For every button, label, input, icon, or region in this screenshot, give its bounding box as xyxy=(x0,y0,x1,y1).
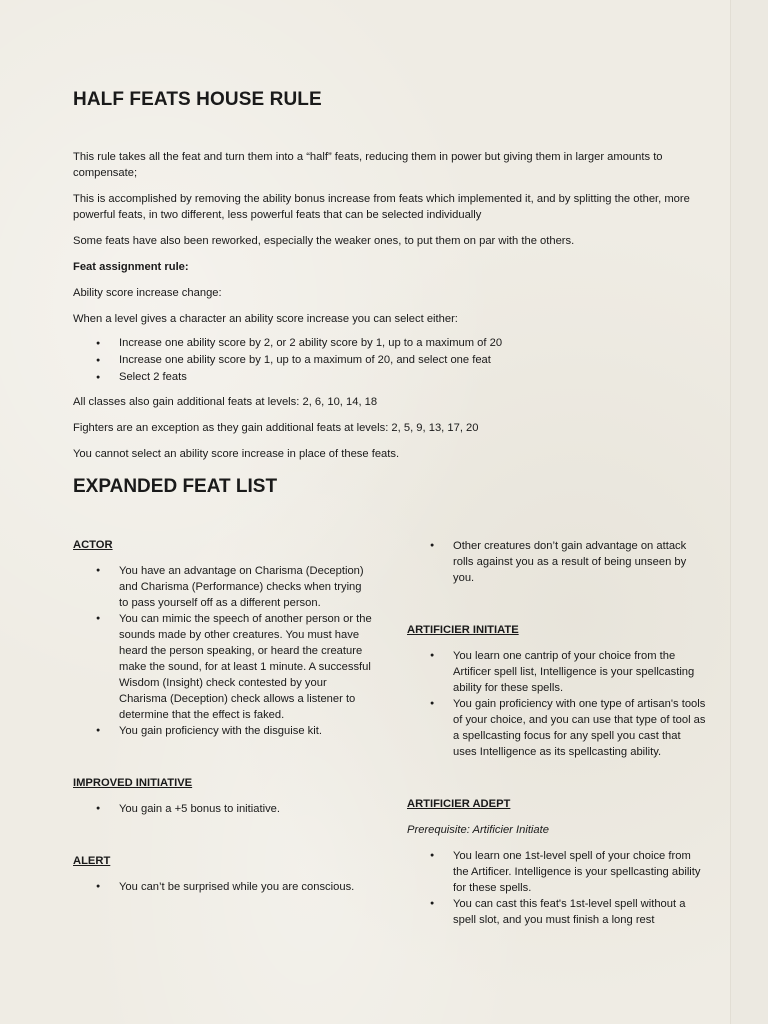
feat-bullets xyxy=(407,648,707,760)
feat-title: IMPROVED INITIATIVE xyxy=(73,777,193,789)
list-item: ● Other creatures don’t gain advantage on attack rolls against you as a result of being unseen by you. xyxy=(407,538,707,586)
intro-paragraph: This rule takes all the feat and turn them into a “half” feats, reducing them in power but giving them in larger amounts to compensate; xyxy=(73,151,663,179)
intro-paragraph: This is accomplished by removing the ability bonus increase from feats which implemented it, and by splitting the other, more powerful feats, in two different, less powerful feats that can be selected individually xyxy=(73,193,690,221)
feat-title: ARTIFICIER INITIATE xyxy=(407,624,519,636)
list-item: ● You learn one 1st-level spell of your choice from the Artificer. Intelligence is your spellcasting ability for these spells. xyxy=(407,848,707,896)
left-column xyxy=(73,537,373,895)
page-margin-strip xyxy=(731,0,768,1024)
feat-artificer-adept xyxy=(407,796,707,928)
feat-title: ACTOR xyxy=(73,539,113,551)
list-item: ● Increase one ability score by 2, or 2 ability score by 1, up to a maximum of 20 xyxy=(73,335,703,352)
list-item: ● Select 2 feats xyxy=(73,369,703,386)
options-list xyxy=(73,335,703,386)
feat-artificer-initiate xyxy=(407,622,707,760)
feat-assignment-heading: Feat assignment rule: xyxy=(73,261,189,273)
feat-bullets xyxy=(73,879,373,895)
list-item: ● You gain proficiency with the disguise kit. xyxy=(73,723,373,739)
intro-paragraph: Ability score increase change: xyxy=(73,287,222,299)
feat-list-title: EXPANDED FEAT LIST xyxy=(73,476,278,497)
feat-title: ARTIFICIER ADEPT xyxy=(407,798,511,810)
list-item: ● You gain a +5 bonus to initiative. xyxy=(73,801,373,817)
list-item: ● You learn one cantrip of your choice from the Artificer spell list, Intelligence is your spellcasting ability for these spells. xyxy=(407,648,707,696)
feat-bullets xyxy=(73,801,373,817)
list-item: ● Increase one ability score by 1, up to a maximum of 20, and select one feat xyxy=(73,352,703,369)
feat-title: ALERT xyxy=(73,855,111,867)
list-item: ● You can cast this feat's 1st-level spell without a spell slot, and you must finish a long rest xyxy=(407,896,707,928)
intro-paragraph: All classes also gain additional feats at levels: 2, 6, 10, 14, 18 xyxy=(73,396,378,408)
intro-body xyxy=(73,149,703,462)
intro-section xyxy=(73,88,703,472)
list-item: ● You can mimic the speech of another person or the sounds made by other creatures. You must have heard the person speaking, or heard the creature make the sound, for at least 1 minute. A successful Wisdom (Insight) check contested by your Charisma (Deception) check allows a listener to determine that the effect is faked. xyxy=(73,611,373,723)
feat-improved-initiative xyxy=(73,775,373,817)
page-title: HALF FEATS HOUSE RULE xyxy=(73,89,322,110)
list-item: ● You can’t be surprised while you are conscious. xyxy=(73,879,373,895)
feat-bullets xyxy=(407,848,707,928)
feat-alert xyxy=(73,853,373,895)
feat-actor xyxy=(73,537,373,739)
list-item: ● You gain proficiency with one type of artisan's tools of your choice, and you can use that type of tool as a spellcasting focus for any spell you cast that uses Intelligence as its spellcasting ability. xyxy=(407,696,707,760)
feat-alert-continued xyxy=(407,538,707,586)
intro-paragraph: When a level gives a character an ability score increase you can select either: xyxy=(73,313,458,325)
feat-bullets xyxy=(73,563,373,739)
intro-paragraph: Some feats have also been reworked, especially the weaker ones, to put them on par with the others. xyxy=(73,235,575,247)
list-item: ● You have an advantage on Charisma (Deception) and Charisma (Performance) checks when trying to pass yourself off as a different person. xyxy=(73,563,373,611)
feat-bullets xyxy=(407,538,707,586)
feat-prerequisite: Prerequisite: Artificier Initiate xyxy=(407,824,549,836)
intro-paragraph: You cannot select an ability score increase in place of these feats. xyxy=(73,448,400,460)
intro-paragraph: Fighters are an exception as they gain additional feats at levels: 2, 5, 9, 13, 17, 20 xyxy=(73,422,479,434)
right-column xyxy=(407,538,707,928)
